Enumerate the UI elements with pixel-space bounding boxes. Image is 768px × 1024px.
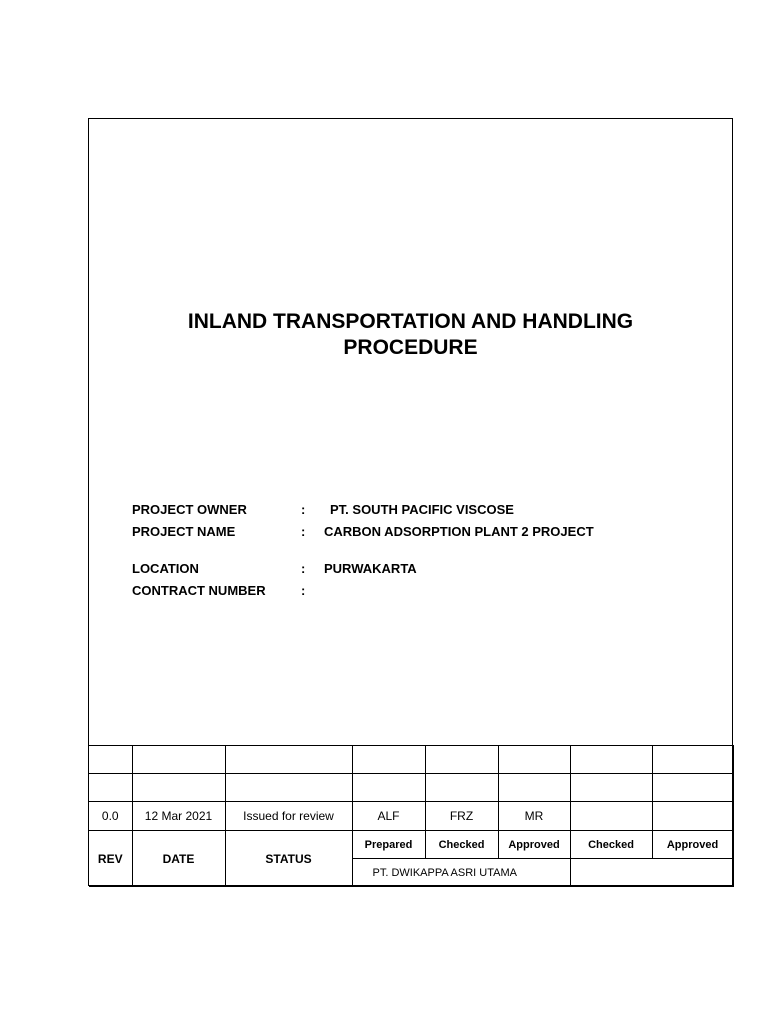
document-frame [88,118,733,886]
title-line-2: PROCEDURE [343,336,478,359]
rev-status: Issued for review [225,802,352,831]
project-owner-value: PT. SOUTH PACIFIC VISCOSE [330,502,514,517]
revision-row [89,802,733,831]
date-header: DATE [132,831,225,887]
status-header: STATUS [225,831,352,887]
client-checked-header: Checked [570,831,652,859]
checked-by: FRZ [425,802,498,831]
contract-number-label: CONTRACT NUMBER [132,583,266,598]
colon: : [301,502,306,517]
table-cell [132,774,225,802]
project-name-label: PROJECT NAME [132,524,236,539]
location-label: LOCATION [132,561,199,576]
revision-table [89,745,734,887]
project-owner-label: PROJECT OWNER [132,502,247,517]
table-cell [652,746,733,774]
table-cell [352,746,425,774]
table-cell [570,746,652,774]
table-cell [132,746,225,774]
table-cell [425,746,498,774]
table-cell [225,774,352,802]
client-approved-header: Approved [652,831,733,859]
table-cell [89,774,132,802]
approved-header: Approved [498,831,570,859]
table-cell [352,774,425,802]
table-cell [225,746,352,774]
title-line-1: INLAND TRANSPORTATION AND HANDLING [187,310,634,333]
colon: : [301,524,306,539]
colon: : [301,583,306,598]
blank-row [89,774,733,802]
location-value: PURWAKARTA [324,561,417,576]
project-name-value: CARBON ADSORPTION PLANT 2 PROJECT [324,524,594,539]
rev-number: 0.0 [89,802,132,831]
rev-date: 12 Mar 2021 [132,802,225,831]
blank-row [89,746,733,774]
table-cell [570,802,652,831]
table-cell [570,774,652,802]
prepared-header: Prepared [352,831,425,859]
document-title [89,309,732,361]
rev-header: REV [89,831,132,887]
table-cell [652,802,733,831]
approved-by: MR [498,802,570,831]
client-company [570,859,733,887]
table-cell [89,746,132,774]
header-row [89,831,733,859]
table-cell [498,774,570,802]
checked-header: Checked [425,831,498,859]
prepared-by: ALF [352,802,425,831]
table-cell [498,746,570,774]
table-cell [652,774,733,802]
table-cell [425,774,498,802]
colon: : [301,561,306,576]
company-name: PT. DWIKAPPA ASRI UTAMA [352,859,570,887]
